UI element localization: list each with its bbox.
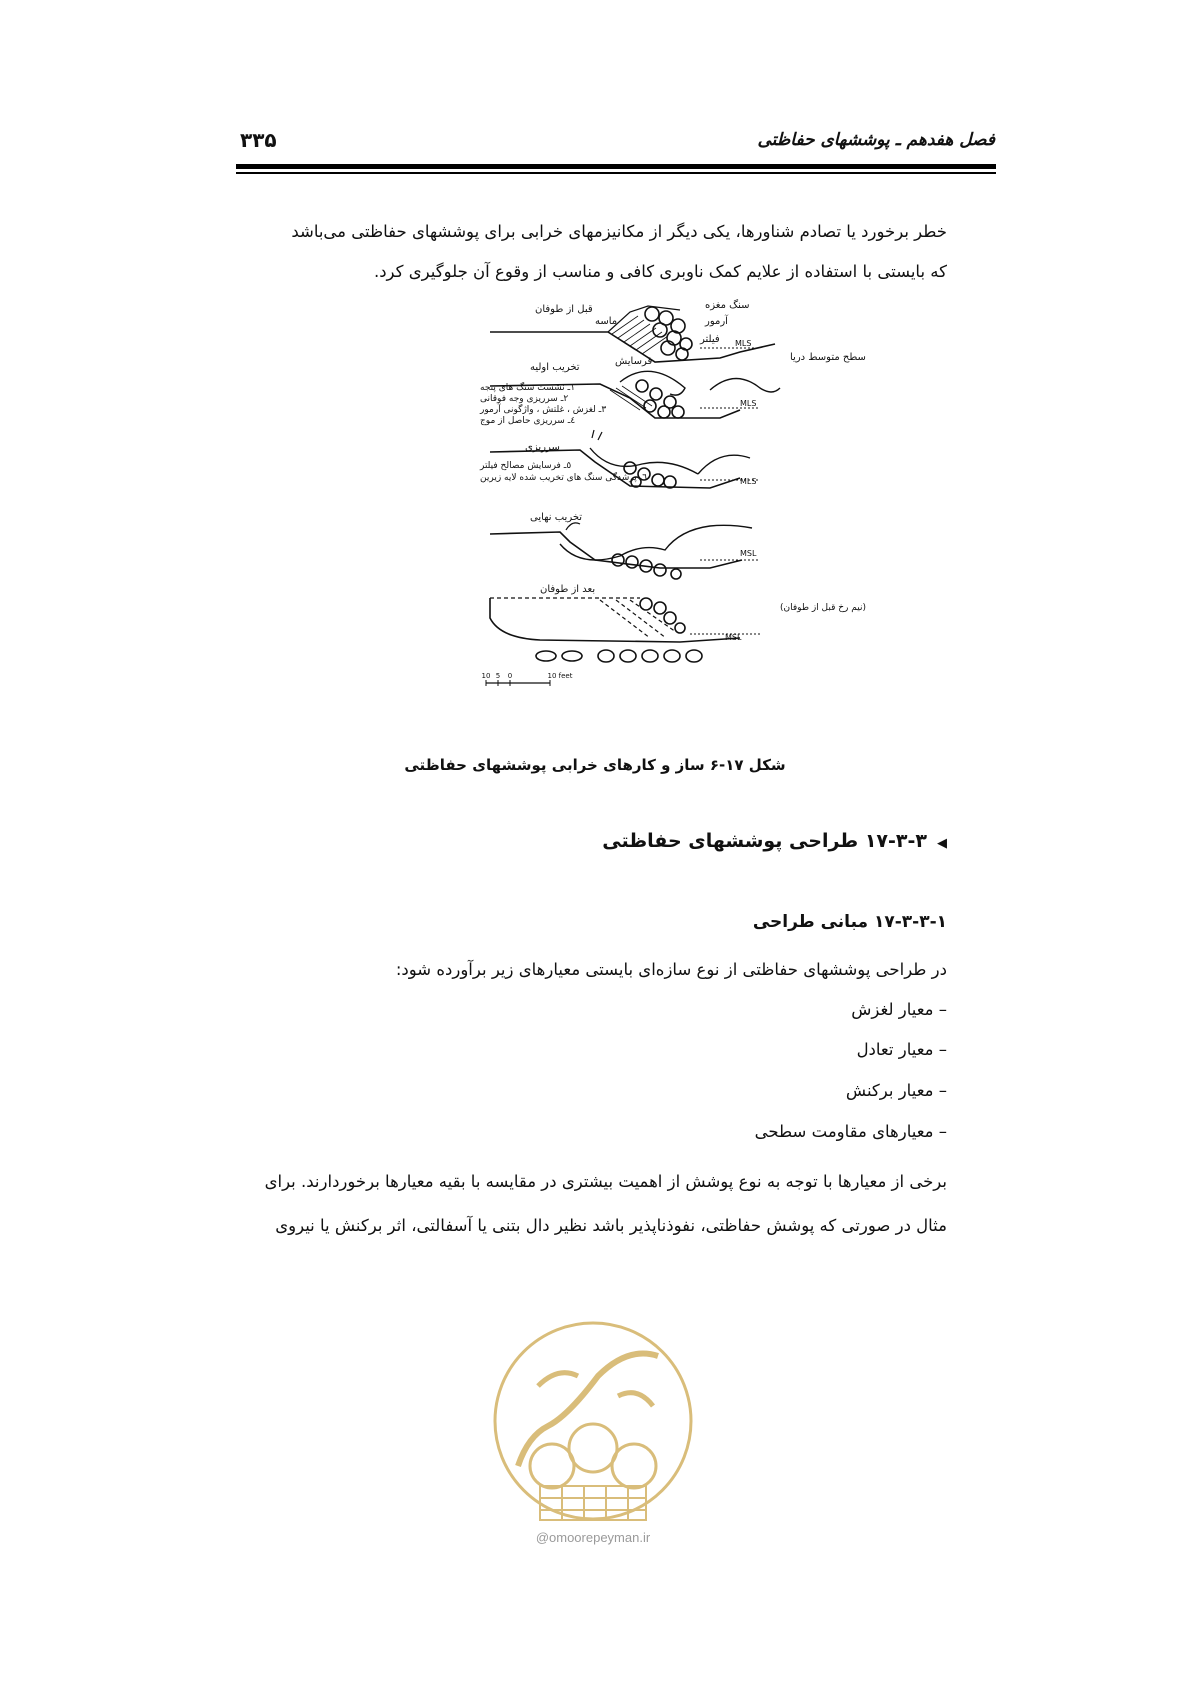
criterion-sliding: – معیار لغزش bbox=[851, 1000, 947, 1019]
section-heading-text: ۱۷-۳-۳ طراحی پوششهای حفاظتی bbox=[602, 830, 927, 852]
panel2-erosion-label: فرسایش bbox=[615, 356, 653, 367]
panel1-sea-level-label: سطح متوسط دریا bbox=[790, 352, 866, 363]
scale-tick-5: 5 bbox=[495, 672, 501, 680]
section-bullet-icon: ◀ bbox=[937, 836, 947, 851]
panel1-title: قبل از طوفان bbox=[535, 304, 593, 315]
panel5-title: بعد از طوفان bbox=[540, 584, 596, 595]
panel2-title: تخریب اولیه bbox=[530, 362, 580, 373]
failure-mechanisms-figure bbox=[380, 298, 866, 740]
panel1-filter-label: فیلتر bbox=[700, 334, 720, 345]
criterion-surface-resistance: – معیارهای مقاومت سطحی bbox=[754, 1122, 947, 1141]
criteria-intro: در طراحی پوششهای حفاظتی از نوع سازه‌ای بایستی معیارهای زیر برآورده شود: bbox=[395, 960, 947, 979]
body-line-2: مثال در صورتی که پوشش حفاظتی، نفوذناپذیر باشد نظیر دال بتنی یا آسفالتی، اثر برکنش یا نیروی bbox=[275, 1216, 947, 1235]
panel5-profile-label: (نیم رخ قبل از طوفان) bbox=[780, 603, 866, 613]
criterion-equilibrium: – معیار تعادل bbox=[856, 1040, 947, 1059]
panel4-title: تخریب نهایی bbox=[530, 512, 583, 523]
panel2-item-4: ٤ـ سرریزی حاصل از موج bbox=[480, 416, 576, 426]
header-rule-thick bbox=[236, 164, 996, 169]
scale-tick-10: 10 bbox=[481, 672, 491, 680]
panel2-item-2: ۲ـ سرریزی وجه فوقانی bbox=[480, 394, 569, 404]
panel2-item-3: ۳ـ لغزش ، غلتش ، واژگونی آرمور bbox=[480, 405, 607, 415]
panel1-sand-label: ماسه bbox=[595, 316, 618, 327]
scale-unit: 10 feet bbox=[547, 672, 573, 680]
panel4-msl-label: MSL bbox=[740, 549, 757, 558]
panel2-item-1: ۱ـ نشست سنگ های پنجه bbox=[480, 383, 576, 393]
panel2-mls-label: MLS bbox=[740, 399, 757, 408]
watermark-url: @omoorepeyman.ir bbox=[535, 1530, 651, 1545]
figure-caption: شکل ۱۷-۶ ساز و کارهای خرابی پوششهای حفاظتی bbox=[404, 756, 786, 774]
scale-tick-0: 0 bbox=[507, 672, 513, 680]
panel3-item-6: ٦ـ پرشدگی سنگ های تخریب شده لایه زیرین bbox=[480, 473, 648, 483]
intro-line-1: خطر برخورد یا تصادم شناورها، یکی دیگر از مکانیزمهای خرابی برای پوششهای حفاظتی می‌باشد bbox=[291, 222, 947, 241]
panel1-armor-label: آرمور bbox=[705, 316, 728, 327]
subsection-heading: ۱۷-۳-۳-۱ مبانی طراحی bbox=[752, 912, 947, 932]
panel3-title: سرریزی bbox=[525, 442, 560, 453]
chapter-title: فصل هفدهم ـ پوششهای حفاظتی bbox=[757, 130, 995, 150]
publisher-logo bbox=[488, 1316, 698, 1546]
panel1-mls-label: MLS bbox=[735, 339, 752, 348]
header-rule-thin bbox=[236, 172, 996, 174]
criterion-uplift: – معیار برکنش bbox=[845, 1081, 947, 1100]
panel1-core-label: سنگ مغزه bbox=[705, 300, 750, 311]
page-number: ۳۳۵ bbox=[240, 128, 277, 152]
panel5-msl-label: MSL bbox=[725, 633, 742, 642]
panel3-mls-label: MLS bbox=[740, 477, 757, 486]
intro-line-2: که بایستی با استفاده از علایم کمک ناوبری کافی و مناسب از وقوع آن جلوگیری کرد. bbox=[373, 262, 947, 281]
body-line-1: برخی از معیارها با توجه به نوع پوشش از اهمیت بیشتری در مقایسه با بقیه معیارها برخوردارند. برای bbox=[264, 1172, 947, 1191]
section-heading bbox=[602, 830, 947, 852]
panel3-item-5: ٥ـ فرسایش مصالح فیلتر bbox=[480, 461, 572, 471]
